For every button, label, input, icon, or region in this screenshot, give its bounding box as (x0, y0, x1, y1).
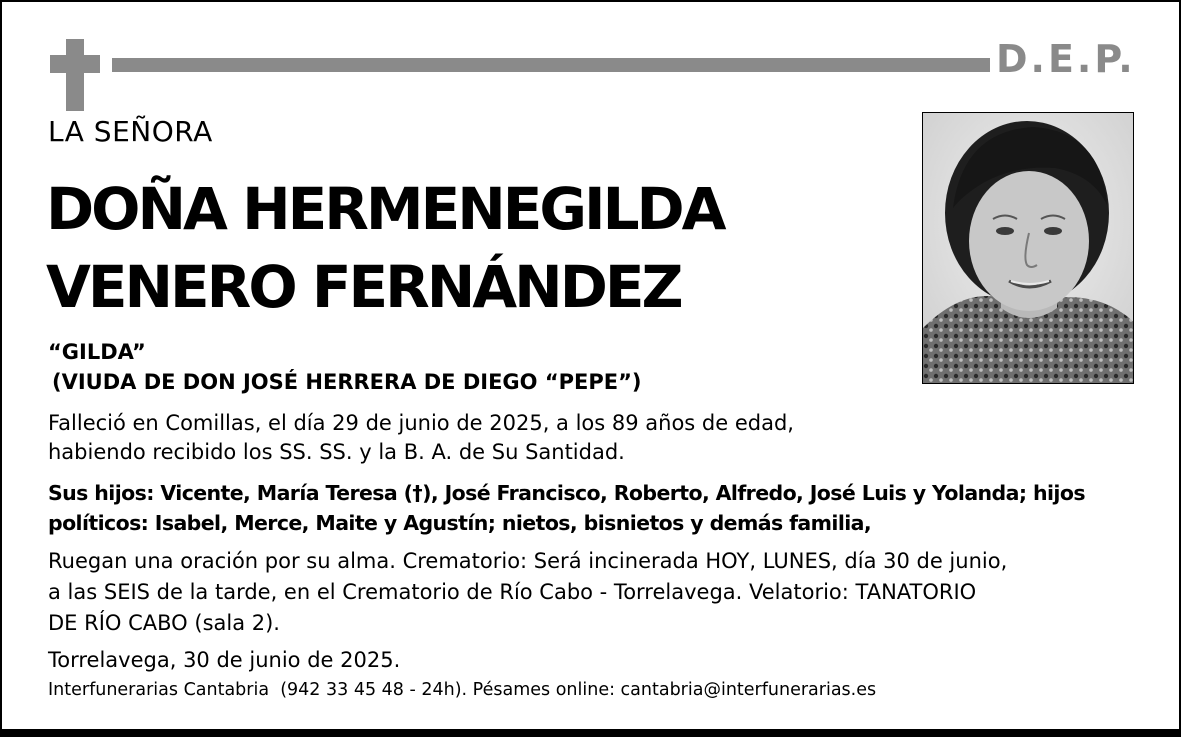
service-request (48, 546, 1148, 639)
family-line-2: políticos: Isabel, Merce, Maite y Agustín; nietos, bisnietos y demás familia, (48, 511, 872, 535)
portrait-image (923, 113, 1134, 384)
honorific: LA SEÑORA (48, 115, 213, 148)
dep-label: D.E.P. (996, 37, 1136, 81)
cross-icon-bar (50, 55, 100, 73)
name-line-2: VENERO FERNÁNDEZ (46, 253, 681, 321)
portrait-photo (922, 112, 1134, 384)
nickname: “GILDA” (48, 340, 146, 364)
deceased-name (46, 170, 724, 326)
widow-of: (VIUDA DE DON JOSÉ HERRERA DE DIEGO “PEPE”) (52, 370, 642, 394)
request-line-1: Ruegan una oración por su alma. Crematorio: Será incinerada HOY, LUNES, día 30 de junio, (48, 549, 1008, 573)
death-notice (48, 409, 908, 467)
funeral-home-contact: Interfunerarias Cantabria (942 33 45 48 - 24h). Pésames online: cantabria@interfunerarias.es (48, 680, 877, 700)
place-date: Torrelavega, 30 de junio de 2025. (48, 648, 401, 672)
death-notice-line-1: Falleció en Comillas, el día 29 de junio de 2025, a los 89 años de edad, (48, 411, 794, 435)
header-rule (112, 58, 990, 72)
request-line-3: DE RÍO CABO (sala 2). (48, 611, 280, 635)
death-notice-line-2: habiendo recibido los SS. SS. y la B. A. de Su Santidad. (48, 440, 625, 464)
cross-icon (66, 39, 84, 111)
name-line-1: DOÑA HERMENEGILDA (46, 175, 724, 243)
request-line-2: a las SEIS de la tarde, en el Crematorio de Río Cabo - Torrelavega. Velatorio: TANATORIO (48, 580, 977, 604)
family-list (48, 478, 1148, 538)
family-line-1: Sus hijos: Vicente, María Teresa (†), José Francisco, Roberto, Alfredo, José Luis y Yolanda; hijos (48, 481, 1085, 505)
